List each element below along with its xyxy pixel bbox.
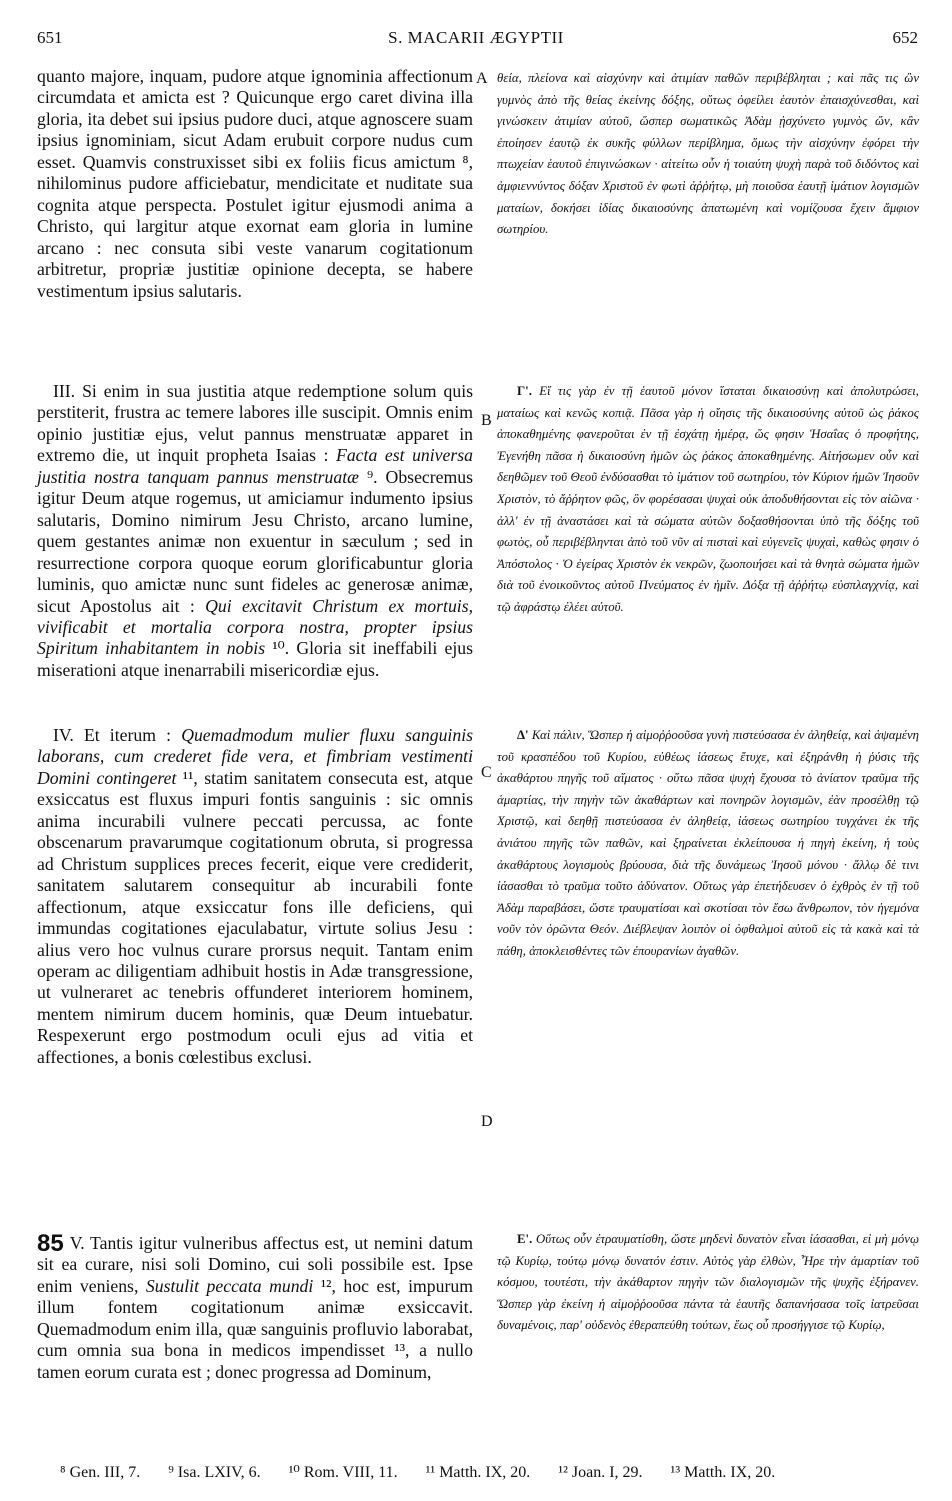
text-run: IV. Et iterum : [53,725,182,745]
latin-paragraph-4 [37,1230,473,1383]
margin-letter-b: B [481,412,492,429]
text-run: quanto majore, inquam, pudore atque ignominia affectionum circumdata et amicta est ? Quicunque ergo caret divina illa gloria, ita debet sui ipsius pudore duci, atque agnoscere suam ipsius ignominiam, sicut Adam erubuit corpore nudus cum esset. Quamvis construxisset sibi ex foliis ficus amictum ⁸, nihilominus pudore afficiebatur, mendicitate et nuditate sua cognita atque perspecta. Postulet igitur ejusmodi anima a Christo, qui largitur atque exornat eam gloria in lumine arcano : nec consuta sibi veste vanarum cogitationum arbitretur, propriæ justitiæ opinione decepta, se habere vestimentum ipsius salutaris. [37,66,473,301]
footnote: ¹⁰ Rom. VIII, 11. [288,1464,398,1481]
left-page-number: 651 [37,28,63,47]
text-run: ⁹. Obsecremus igitur Deum atque rogemus, ut amiciamur indumento ipsius salutaris, Domino nimirum Jesu Christo, arcano lumine, quem gestantes animæ non exuentur in sæculum ; sed in resurrectione corpora quoque eorum glorificabuntur gloria luminis, quo amictæ nunc sunt fideles ac generosæ animæ, sicut Apostolus ait : [37,466,473,616]
latin-paragraph-2 [37,381,473,681]
text-run: Ε'. [517,1232,533,1246]
greek-paragraph-1 [497,68,919,241]
margin-letter-a: A [476,70,488,87]
text-run: V. Tantis igitur vulneribus affectus est, ut nemini datum sit ea curare, nisi soli Domino, cui soli possibile est. Ipse enim veniens, [37,1233,473,1296]
footnote: ⁸ Gen. III, 7. [60,1464,141,1481]
right-page-number: 652 [892,28,918,47]
greek-paragraph-3 [497,725,919,963]
footnotes [60,1462,920,1482]
greek-paragraph-4 [497,1229,919,1337]
footnote: ¹² Joan. I, 29. [558,1464,643,1481]
text-run: θεία, πλείονα καὶ αἰσχύνην καὶ ἀτιμίαν παθῶν περιβέβληται ; καὶ πᾶς τις ὢν γυμνὸς ἀπὸ τῆς θείας ἐκείνης δόξης, οὕτως ὀφείλει ἑαυτὸν ἐπαισχύνεσθαι, καὶ γινώσκειν ἀτιμίαν αὐτοῦ, ὥσπερ σωματικῶς Ἀδὰμ ᾐσχύνετο γυμνὸς ὤν, κἂν ἐποίησεν ἑαυτῷ ἐκ συκῆς φύλλων περίβλημα, ὅμως τὴν αἰσχύνην ἐφόρει τὴν πτωχείαν ἑαυτοῦ ἐπιγινώσκων · αἰτείτω οὖν ἡ τοιαύτη ψυχὴ παρὰ τοῦ διδόντος καὶ ἀμφιεννύντος δόξαν Χριστοῦ ἐν φωτὶ ἀῤῥήτῳ, μὴ ποιοῦσα ἑαυτῇ ἱμάτιον λογισμῶν ματαίων, δοκήσει ἰδίας δικαιοσύνης ἀπατωμένη καὶ νομίζουσα ἔχειν ἄμφιον σωτηρίου. [497,71,919,237]
footnote: ⁹ Isa. LXIV, 6. [168,1464,261,1481]
footnote: ¹¹ Matth. IX, 20. [425,1464,531,1481]
text-run: ¹¹, statim sanitatem consecuta est, atque exsiccatus est fluxus impuri fontis sanguinis : sic omnis anima incurabili vulnere peccati percussa, ac fonte obscenarum pravarumque cogitationum obruta, si progressa ad Christum supplices preces fecerit, eique vere crediderit, sanitatem salutarem consequitur ab incurabili fonte affectionum, atque exsiccatur fons ille deficiens, qui immundas cogitationes ejaculabatur, virtute solius Jesu : alius vero hoc vulnus curare prorsus nequit. Tantam enim operam ac diligentiam adhibuit hostis in Adæ transgressione, ut vulneraret ac tenebris offunderet interiorem hominem, mentem nimirum ducem hominis, quæ Deum intuebatur. Respexerunt ergo postmodum oculi ejus ad vitia et affectiones, a bonis cœlestibus exclusi. [37,767,473,1067]
text-run: Γ'. [517,384,532,398]
text-run: Δ' [517,728,529,742]
text-run: Εἴ τις γὰρ ἐν τῇ ἑαυτοῦ μόνον ἵσταται δικαιοσύνῃ καὶ ἀπολυτρώσει, ματαίως καὶ κενῶς κοπιᾷ. Πᾶσα γὰρ ἡ οἴησις τῆς δικαιοσύνης αὐτοῦ ὡς ῥάκος ἀποκαθημένης φανεροῦται ἐν τῇ ἐσχάτῃ ἡμέρᾳ, ὥς φησιν Ἡσαΐας ὁ προφήτης, Ἐγενήθη πᾶσα ἡ δικαιοσύνη ἡμῶν ὡς ῥάκος ἀποκαθημένης. Αἰτήσωμεν οὖν καὶ δεηθῶμεν τοῦ Θεοῦ ἐνδύσασθαι τὸ ἱμάτιον τοῦ σωτηρίου, τὸν Κύριον ἡμῶν Ἰησοῦν Χριστὸν, τὸ ἄῤῥητον φῶς, ὃν φορέσασαι ψυχαὶ οὐκ ἀποδυθήσονται εἰς τὸν αἰῶνα · ἀλλ' ἐν τῇ ἀναστάσει καὶ τὰ σώματα αὐτῶν δοξασθήσονται ὑπὸ τῆς δόξης τοῦ φωτὸς, οὗ περιβέβληνται ἀπὸ τοῦ νῦν αἱ πισταὶ καὶ εὐγενεῖς ψυχαὶ, καθὼς φησιν ὁ Ἀπόστολος · Ὁ ἐγείρας Χριστὸν ἐκ νεκρῶν, ζωοποιήσει καὶ τὰ θνητὰ σώματα ἡμῶν διὰ τοῦ ἐνοικοῦντος αὐτοῦ Πνεύματος ἐν ἡμῖν. Δόξα τῇ ἀῤῥήτῳ εὐσπλαγχνίᾳ, καὶ τῷ ἀφράστῳ ἐλέει αὐτοῦ. [497,384,919,614]
column-number: 85 [37,1230,64,1257]
footnote: ¹³ Matth. IX, 20. [670,1464,776,1481]
text-run: Facta est universa justitia nostra tanquam pannus menstruatæ [37,445,473,487]
text-run: ¹², hoc est, impurum illum fontem cogitationum animæ exsiccavit. Quemadmodum enim illa, quæ sanguinis profluvio laborabat, cum omnia sua bona in medicos impendisset ¹³, a nullo tamen eorum curata est ; donec progressa ad Dominum, [37,1275,473,1382]
text-run: Sustulit peccata mundi [145,1275,314,1296]
latin-paragraph-1 [37,66,473,302]
latin-paragraph-3 [37,725,473,1068]
running-title: S. MACARII ÆGYPTII [388,28,564,47]
text-run: Quemadmodum mulier fluxu sanguinis laborans, cum crederet fide vera, et fimbriam vestimenti Domini contingeret [37,725,473,788]
text-run: Καὶ πάλιν, Ὥσπερ ἡ αἱμοῤῥοοῦσα γυνὴ πιστεύσασα ἐν ἀληθείᾳ, καὶ ἁψαμένη τοῦ κρασπέδου τοῦ Κυρίου, εὐθέως ἰάσεως ἔτυχε, καὶ ἐξηράνθη ἡ ῥύσις τῆς ἀκαθάρτου πηγῆς τοῦ αἵματος · οὕτω πᾶσα ψυχὴ ἔχουσα τὸ ἀνίατον τραῦμα τῆς ἁμαρτίας, τὴν πηγὴν τῶν ἀκαθάρτων καὶ πονηρῶν λογισμῶν, ἐὰν προσέλθῃ τῷ Χριστῷ, καὶ δεηθῇ πιστεύσασα ἐν ἀληθείᾳ, ἰάσεως σωτηρίου τυγχάνει ἐκ τῆς ἀνιάτου πηγῆς τῶν παθῶν, καὶ ξηραίνεται ἐκλείπουσα ἡ πηγὴ ἐκείνη, ἡ τοὺς ἀκαθάρτους λογισμοὺς βρύουσα, διὰ τῆς δυνάμεως Ἰησοῦ μόνου · ἄλλῳ δὲ τινι ἰάσασθαι τὸ τραῦμα τοῦτο ἀδύνατον. Οὕτως γὰρ ἐπετήδευσεν ὁ ἐχθρὸς ἐν τῇ τοῦ Ἀδὰμ παραβάσει, ὥστε τραυματίσαι καὶ σκοτίσαι τὸν ἔσω ἄνθρωπον, τὸν ἡγεμόνα νοῦν τὸν ὁρῶντα Θεόν. Διέβλεψαν λοιπὸν οἱ ὀφθαλμοὶ αὐτοῦ εἰς τὰ κακὰ καὶ τὰ πάθη, ἀποκλεισθέντες τῶν ἐπουρανίων ἀγαθῶν. [497,728,919,958]
text-run: III. Si enim in sua justitia atque redemptione solum quis perstiterit, frustra ac temere labores ille suscipit. Omnis enim opinio justitiæ ejus, velut pannus menstruatæ apparet in extremo die, ut inquit propheta Isaias : [37,381,473,466]
greek-paragraph-2 [497,381,919,619]
text-run: ¹⁰. Gloria sit ineffabili ejus miserationi atque inenarrabili misericordiæ ejus. [37,638,473,680]
text-run: Qui excitavit Christum ex mortuis, vivificabit et mortalia corpora nostra, propter ipsius Spiritum inhabitantem in nobis [37,595,474,659]
text-run: Οὕτως οὖν ἐτραυματίσθη, ὥστε μηδενὶ δυνατὸν εἶναι ἰάσασθαι, εἰ μὴ μόνῳ τῷ Κυρίῳ, τούτῳ μόνῳ δυνατόν ἐστιν. Αὐτὸς γὰρ ἐλθὼν, Ἦρε τὴν ἁμαρτίαν τοῦ κόσμου, τουτέστι, τὴν ἀκάθαρτον πηγὴν τῶν διαλογισμῶν τῆς ψυχῆς ἐξήρανεν. Ὥσπερ γὰρ ἐκείνη ἡ αἱμοῤῥοοῦσα πάντα τὰ ἑαυτῆς δαπανήσασα τοῖς ἰατρεῦσαι δυναμένοις, παρ' οὐδενὸς ἐθεραπεύθη τούτων, ἕως οὗ προσήγγισε τῷ Κυρίῳ, [497,1232,919,1333]
margin-letter-d: D [481,1113,493,1130]
margin-letter-c: C [481,764,492,781]
